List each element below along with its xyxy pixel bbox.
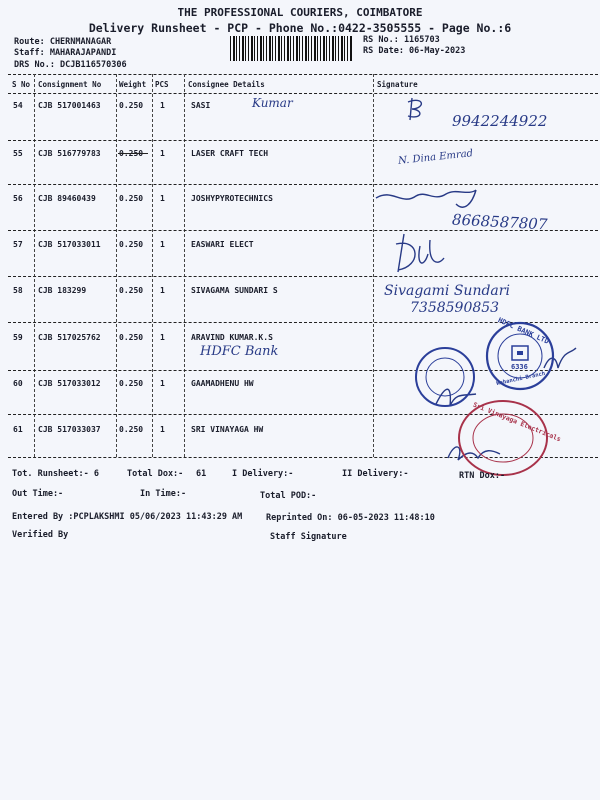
row-pcs: 1: [160, 379, 165, 388]
row-consignee: ARAVIND KUMAR.K.S: [191, 333, 273, 342]
row-sno: 56: [13, 194, 23, 203]
row-consignment: CJB 517033037: [38, 425, 101, 434]
row-weight: 0.250: [119, 286, 144, 295]
row-pcs: 1: [160, 149, 165, 158]
row-sno: 61: [13, 425, 23, 434]
row-consignee: SASI: [191, 101, 211, 110]
footer-total-pod: Total POD:-: [260, 491, 317, 501]
column-divider: [184, 74, 185, 457]
row-consignment: CJB 517001463: [38, 101, 101, 110]
stamp-text: Wahanchi Branch: [495, 370, 546, 388]
row-consignee: SRI VINAYAGA HW: [191, 425, 264, 434]
row-consignee: SIVAGAMA SUNDARI S: [191, 286, 278, 295]
row-weight: 0.250: [119, 194, 144, 203]
table-header-rule: [8, 93, 598, 94]
footer-tot-runsheet: Tot. Runsheet:- 6: [12, 469, 99, 479]
row-consignment: CJB 517033012: [38, 379, 101, 388]
row-consignee: GAAMADHENU HW: [191, 379, 254, 388]
row-rule: [8, 276, 598, 277]
handwritten-note: HDFC Bank: [200, 344, 279, 359]
route-label: Route: CHERNMANAGAR: [14, 37, 112, 47]
row-rule: [8, 140, 598, 141]
handwritten-phone: 7358590853: [410, 300, 500, 316]
footer-rtn-dox: RTN Dox:-: [459, 471, 506, 481]
row-sno: 58: [13, 286, 23, 295]
col-header-sno: S No: [12, 80, 31, 89]
row-weight: 0.250: [119, 379, 144, 388]
row-pcs: 1: [160, 286, 165, 295]
col-header-consignee: Consignee Details: [188, 80, 265, 89]
row-sno: 60: [13, 379, 23, 388]
row-pcs: 1: [160, 240, 165, 249]
footer-verified-by: Verified By: [12, 530, 69, 540]
handwritten-phone: 9942244922: [452, 112, 548, 130]
column-divider: [152, 74, 153, 457]
rs-date: RS Date: 06-May-2023: [363, 46, 466, 56]
footer-total-dox-label: Total Dox:-: [127, 469, 184, 479]
row-weight: 0.250: [119, 149, 144, 158]
row-weight: 0.250: [119, 101, 144, 110]
stamp-text: HDFC BANK LTD: [496, 316, 551, 346]
col-header-signature: Signature: [377, 80, 418, 89]
column-divider: [34, 74, 35, 457]
row-rule: [8, 184, 598, 185]
row-sno: 57: [13, 240, 23, 249]
company-title: THE PROFESSIONAL COURIERS, COIMBATORE: [177, 6, 423, 19]
row-sno: 54: [13, 101, 23, 110]
col-header-consignment: Consignment No: [38, 80, 102, 89]
row-weight: 0.250: [119, 425, 144, 434]
row-consignee: JOSHYPYROTECHNICS: [191, 194, 273, 203]
row-consignment: CJB 89460439: [38, 194, 96, 203]
row-weight: 0.250: [119, 240, 144, 249]
column-divider: [116, 74, 117, 457]
row-sno: 59: [13, 333, 23, 342]
row-weight: 0.250: [119, 333, 144, 342]
footer-out-time: Out Time:-: [12, 489, 64, 499]
signature-mark: [372, 184, 502, 218]
footer-in-time: In Time:-: [140, 489, 187, 499]
row-pcs: 1: [160, 425, 165, 434]
electricals-stamp: [456, 398, 550, 478]
col-header-weight: Weight: [119, 80, 147, 89]
runsheet-subtitle: Delivery Runsheet - PCP - Phone No.:0422-3505555 - Page No.:6: [88, 21, 512, 35]
handwritten-phone: 8668587807: [451, 210, 548, 234]
col-header-pcs: PCS: [155, 80, 169, 89]
row-pcs: 1: [160, 333, 165, 342]
row-sno: 55: [13, 149, 23, 158]
handwritten-name: Sivagami Sundari: [384, 283, 510, 299]
drs-label: DRS No.: DCJB116570306: [14, 60, 127, 70]
row-pcs: 1: [160, 101, 165, 110]
footer-ii-delivery: II Delivery:-: [342, 469, 409, 479]
row-consignee: LASER CRAFT TECH: [191, 149, 269, 158]
footer-staff-signature: Staff Signature: [270, 532, 347, 542]
rs-number: RS No.: 1165703: [363, 35, 440, 45]
row-consignment: CJB 516779783: [38, 149, 101, 158]
stamp-text: Sri Vinayaga Electricals: [471, 400, 563, 444]
signature-mark: [386, 232, 446, 280]
footer-reprinted: Reprinted On: 06-05-2023 11:48:10: [266, 513, 435, 523]
handwritten-name: N. Dina Emrad: [397, 148, 474, 167]
table-top-rule: [8, 74, 598, 75]
footer-total-dox-value: 61: [196, 469, 207, 479]
row-consignment: CJB 517025762: [38, 333, 101, 342]
signature-mark: [400, 94, 440, 124]
footer-entered-by: Entered By :PCPLAKSHMI 05/06/2023 11:43:29 AM: [12, 512, 243, 522]
row-consignment: CJB 517033011: [38, 240, 101, 249]
stamp-text: 6336: [511, 363, 528, 371]
staff-label: Staff: MAHARAJAPANDI: [14, 48, 117, 58]
handwritten-kumar: Kumar: [252, 96, 293, 110]
footer-i-delivery: I Delivery:-: [232, 469, 294, 479]
barcode: [230, 36, 352, 61]
row-consignment: CJB 183299: [38, 286, 87, 295]
row-consignee: EASWARI ELECT: [191, 240, 254, 249]
row-pcs: 1: [160, 194, 165, 203]
strike-mark: [118, 153, 148, 154]
column-divider: [373, 74, 374, 457]
